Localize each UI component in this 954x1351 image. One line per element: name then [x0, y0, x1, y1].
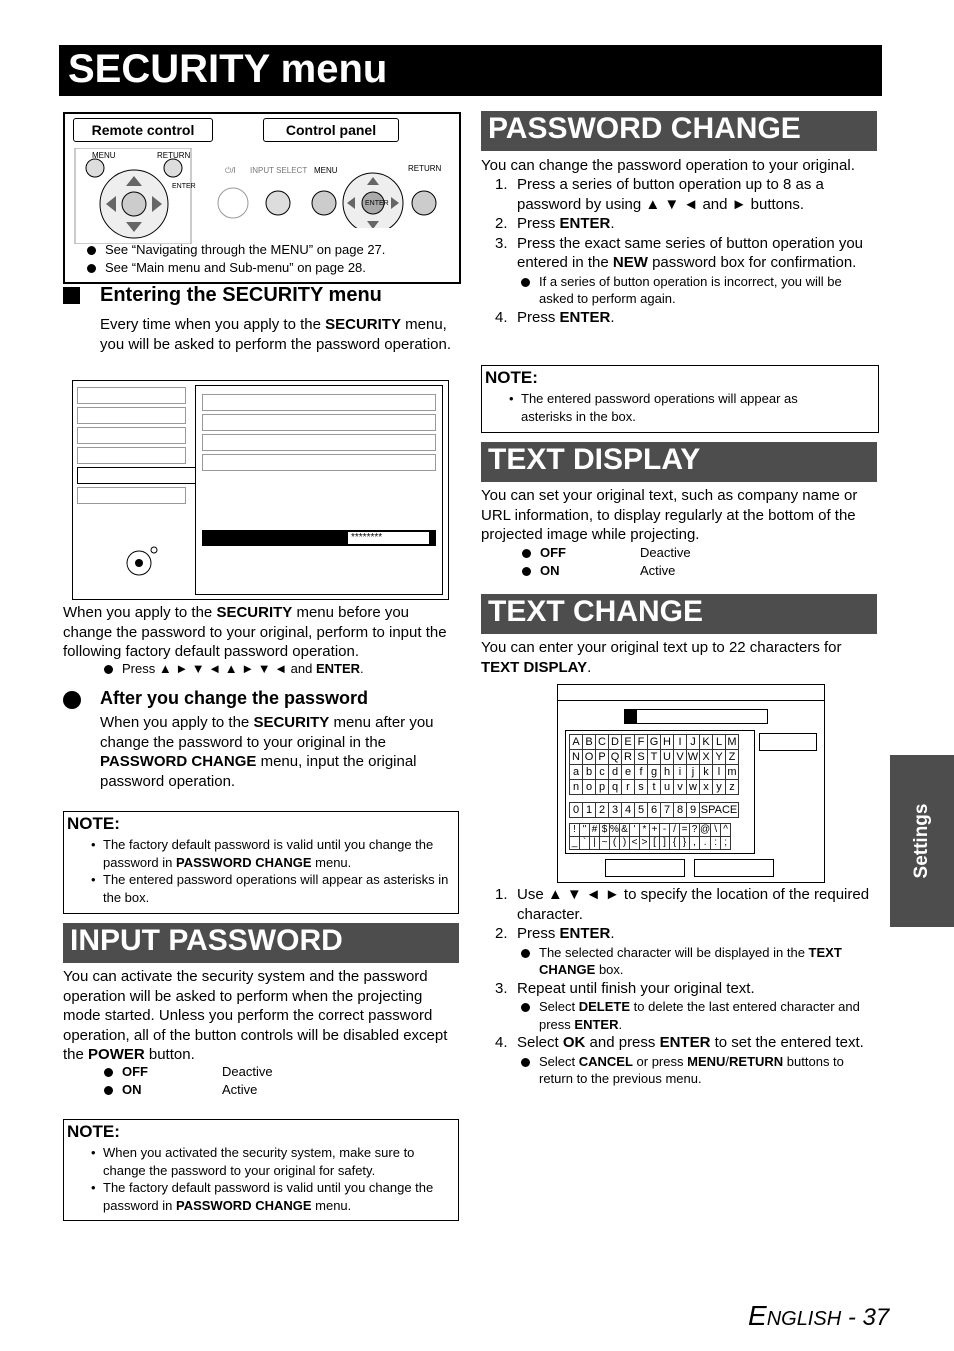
note-3-title: NOTE: — [485, 368, 538, 387]
note-1-title: NOTE: — [67, 814, 120, 833]
letter-cell[interactable]: y — [713, 780, 726, 795]
factory-default-paragraph — [63, 603, 457, 662]
password-change-header — [481, 111, 877, 151]
password-change-intro: You can change the password operation to your original. — [481, 157, 855, 174]
letter-cell[interactable]: q — [609, 780, 622, 795]
factory-p-b: SECURITY — [216, 604, 293, 621]
digit-cell[interactable]: 5 — [635, 803, 648, 818]
osd-menu-item-position — [77, 407, 186, 424]
letter-cell[interactable]: c — [596, 765, 609, 780]
symbol-cell[interactable]: @ — [700, 824, 711, 835]
letter-cell[interactable]: M — [727, 736, 737, 748]
remote-return-text: RETURN — [157, 151, 191, 160]
tc-s4-e: to set the entered text. — [710, 1034, 864, 1051]
tc-s4b-g: buttons to return to the previous menu. — [539, 1053, 844, 1086]
letter-cell[interactable]: x — [700, 780, 713, 795]
osd-cancel-button[interactable] — [694, 859, 774, 877]
osd-row-2 — [202, 414, 436, 431]
press-b: ENTER — [315, 661, 361, 676]
pc-s3-a: Press the exact same series of button operation you entered in the — [517, 234, 864, 271]
td-on-label: ON — [540, 562, 560, 578]
tc-step-1: 1. Use ▲ ▼ ◄ ► to specify the location of the required character. — [495, 886, 870, 923]
panel-enter-text: ENTER — [365, 200, 389, 207]
letter-cell[interactable]: Q — [609, 750, 622, 765]
letter-cell[interactable]: X — [700, 750, 713, 765]
letter-cell[interactable]: n — [570, 780, 583, 795]
after-p-d: PASSWORD CHANGE — [100, 753, 257, 770]
entering-heading: Entering the SECURITY menu — [100, 284, 382, 306]
page-title: SECURITY menu — [68, 47, 388, 91]
td-on-value: Active — [640, 562, 676, 578]
digit-row — [570, 803, 739, 818]
symbol-cell[interactable]: : — [711, 837, 721, 850]
note1-item1-a: The factory default password is valid until you change the password in — [103, 837, 434, 870]
text-change-osd — [557, 684, 825, 883]
remote-dpad-icon — [73, 148, 193, 244]
letter-cell[interactable]: z — [726, 780, 739, 795]
tc-s4b-c: or press — [632, 1053, 688, 1069]
letter-cell[interactable]: T — [648, 750, 661, 765]
tc-step-4: 4. Select OK and press ENTER to set the entered text. Select CANCEL or press MENU/RETURN buttons to return to the previous menu. — [481, 1033, 881, 1088]
symbol-cell[interactable]: ( — [610, 837, 620, 850]
tc-step-3-text: Repeat until finish your original text. — [517, 979, 755, 997]
press-c: . — [360, 661, 364, 676]
panel-menu-text: MENU — [314, 166, 338, 175]
remote-label: Remote control — [73, 118, 213, 142]
tc-step-2: 2. Press ENTER. The selected character will be displayed in the TEXT CHANGE box. — [481, 924, 881, 979]
symbol-cell[interactable]: , — [690, 837, 700, 850]
remote-enter-text: ENTER — [172, 183, 196, 190]
pc-s4-a: Press — [517, 308, 560, 326]
letter-grid[interactable] — [569, 734, 739, 795]
symbol-cell[interactable]: ~ — [600, 837, 610, 850]
text-change-heading: TEXT CHANGE — [488, 595, 704, 628]
password-change-heading: PASSWORD CHANGE — [488, 112, 801, 145]
pc-step-4: 4. Press ENTER. — [495, 308, 615, 326]
text-display-paragraph: You can set your original text, such as company name or URL information, to display regularly at the bottom of the projected image while projecting. — [481, 487, 858, 543]
symbol-cell[interactable]: & — [621, 824, 628, 835]
text-cursor — [625, 710, 637, 723]
pc-step-1: 1. Press a series of button operation up to 8 as a password by using ▲ ▼ ◄ and ► buttons. — [495, 176, 824, 213]
symbol-cell[interactable]: ` — [580, 837, 590, 850]
letter-cell[interactable]: v — [674, 780, 687, 795]
osd-menu-item-network — [77, 487, 186, 504]
after-p-e: menu, input the original password operation. — [100, 753, 417, 790]
pc-step-3-bullet: If a series of button operation is incorrect, you will be asked to perform again. — [517, 273, 877, 308]
tc-step-1-text: Use ▲ ▼ ◄ ► to specify the location of the required character. — [517, 886, 870, 923]
letter-cell[interactable]: J — [687, 735, 700, 750]
tc-s4b-d: MENU — [687, 1053, 726, 1069]
ip-off-label: OFF — [122, 1064, 148, 1079]
tc-s4b-a: Select — [539, 1053, 579, 1069]
letter-cell[interactable]: t — [648, 780, 661, 795]
symbol-cell[interactable]: * — [640, 824, 650, 837]
letter-cell[interactable]: a — [570, 765, 583, 780]
footer-page-number: - 37 — [841, 1304, 890, 1331]
remote-menu-text: MENU — [92, 151, 116, 160]
symbol-cell[interactable]: ] — [660, 837, 670, 850]
panel-illustration — [205, 148, 445, 228]
symbol-cell[interactable]: $ — [600, 824, 610, 837]
osd-row-4 — [202, 454, 436, 471]
letter-row — [570, 780, 739, 795]
letter-cell[interactable]: W — [687, 751, 699, 763]
letter-cell[interactable]: A — [570, 735, 583, 750]
letter-cell[interactable]: D — [609, 735, 622, 750]
panel-return-text: RETURN — [408, 164, 442, 173]
tc-s2-c: . — [610, 925, 615, 942]
tc-p-a: You can enter your original text up to 22 characters for — [481, 639, 842, 656]
tc-s3b-e: . — [618, 1016, 623, 1032]
note2-item2-b: PASSWORD CHANGE — [175, 1197, 312, 1213]
note-3-items — [507, 390, 837, 425]
input-password-paragraph — [63, 967, 459, 1065]
symbol-cell[interactable]: " — [580, 824, 590, 837]
square-marker-icon — [63, 287, 80, 304]
pc-step-2: 2. Press ENTER. — [495, 215, 615, 232]
after-p-c: menu after you change the password to your original in the — [100, 714, 434, 751]
entering-p1-c: menu, you will be asked to perform the password operation. — [100, 316, 452, 353]
factory-p-c: menu before you change the password to your original, perform to input the following factory default password operation. — [63, 604, 447, 660]
letter-cell[interactable]: f — [635, 765, 648, 780]
letter-cell[interactable]: R — [622, 750, 635, 765]
tc-s4-b: OK — [562, 1034, 586, 1051]
text-display-heading: TEXT DISPLAY — [488, 443, 701, 476]
letter-cell[interactable]: k — [700, 765, 713, 780]
symbol-cell[interactable]: ) — [620, 837, 630, 850]
letter-cell[interactable]: K — [700, 735, 713, 750]
letter-cell[interactable]: C — [596, 735, 609, 750]
digit-cell[interactable]: 2 — [596, 803, 609, 818]
symbol-cell[interactable]: # — [590, 824, 600, 837]
tc-p-b: TEXT DISPLAY — [481, 658, 588, 676]
symbol-cell[interactable]: = — [680, 824, 690, 837]
tc-step-3-bullet — [517, 998, 881, 1033]
tc-s4b-f: RETURN — [729, 1053, 784, 1069]
note-box-1 — [63, 811, 459, 914]
osd-menu-item-option — [77, 447, 186, 464]
symbol-cell[interactable]: ; — [721, 837, 731, 850]
tc-step-4-bullet — [517, 1053, 881, 1088]
footer-lang-rest: NGLISH — [766, 1308, 842, 1330]
tc-s4b-b: CANCEL — [578, 1053, 633, 1069]
ip-on-value: Active — [222, 1081, 258, 1097]
letter-cell[interactable]: E — [622, 735, 635, 750]
symbol-cell[interactable]: - — [660, 824, 670, 837]
symbol-cell[interactable]: ! — [570, 824, 580, 837]
letter-cell[interactable]: F — [635, 735, 648, 750]
letter-row — [570, 735, 739, 750]
note-2-item-1: • When you activated the security system, make sure to change the password to your original for safety. — [89, 1144, 451, 1179]
osd-left-menu — [77, 385, 190, 593]
letter-cell[interactable]: m — [727, 766, 737, 778]
entering-p1-a: Every time when you apply to the — [100, 316, 326, 333]
letter-cell[interactable]: u — [661, 780, 674, 795]
digit-cell[interactable]: 3 — [609, 803, 622, 818]
letter-cell[interactable]: b — [583, 765, 596, 780]
tc-step-3: 3. Repeat until finish your original text. Select DELETE to delete the last entered character and press ENTER. — [481, 979, 881, 1034]
tc-s2-a: Press — [517, 925, 560, 942]
remote-bullets — [83, 241, 453, 276]
note-box-3 — [481, 365, 879, 433]
tc-s4-d: ENTER — [659, 1034, 711, 1051]
letter-cell[interactable]: j — [687, 765, 700, 780]
note-3-item-1: • The entered password operations will appear as asterisks in the box. — [507, 390, 837, 425]
text-change-header — [481, 594, 877, 634]
letter-cell[interactable]: r — [622, 780, 635, 795]
after-change-paragraph — [100, 713, 460, 791]
ip-p-c: button. — [144, 1046, 195, 1063]
note2-item2-c: menu. — [311, 1197, 352, 1213]
symbol-cell[interactable]: | — [590, 837, 600, 850]
digit-cell[interactable]: 0 — [570, 803, 583, 818]
letter-cell[interactable]: l — [713, 765, 726, 780]
tc-step-2-bullet — [517, 944, 881, 979]
pc-step-3: 3. Press the exact same series of button operation you entered in the NEW password box for confirmation. If a series of button operation is incorrect, you will be asked to perform again. — [481, 234, 877, 308]
circle-marker-icon — [63, 691, 81, 709]
ip-p-b: POWER — [88, 1046, 145, 1063]
letter-cell[interactable]: Y — [713, 750, 726, 765]
digit-cell[interactable]: 7 — [661, 803, 674, 818]
letter-cell[interactable]: h — [661, 765, 674, 780]
ip-option-on — [100, 1081, 400, 1099]
tc-s4-c: and press — [585, 1034, 660, 1051]
digit-grid[interactable] — [569, 802, 739, 818]
pc-s2-b: ENTER — [559, 215, 611, 232]
remote-control-box — [63, 112, 461, 284]
td-off-value: Deactive — [640, 545, 691, 560]
osd-password-field: ******** — [348, 532, 429, 544]
ip-off-value: Deactive — [222, 1064, 273, 1079]
symbol-grid[interactable] — [569, 823, 731, 850]
letter-cell[interactable]: L — [713, 735, 726, 750]
note-2-item-2 — [89, 1179, 451, 1214]
digit-cell[interactable]: 9 — [687, 803, 700, 818]
tc-s2b-c: box. — [595, 962, 624, 977]
symbol-cell[interactable]: ? — [690, 824, 700, 837]
remote-bullet-1: See “Navigating through the MENU” on page 27. — [83, 241, 453, 259]
symbol-cell[interactable]: [ — [650, 837, 660, 850]
symbol-cell[interactable]: + — [650, 824, 660, 837]
symbol-cell[interactable]: % — [610, 824, 619, 835]
digit-cell[interactable]: 6 — [648, 803, 661, 818]
digit-cell[interactable]: 1 — [583, 803, 596, 818]
td-option-off — [518, 544, 818, 562]
letter-cell[interactable]: S — [635, 750, 648, 765]
tc-s4b-e: / — [725, 1053, 730, 1069]
note1-item1-c: menu. — [311, 854, 352, 870]
ip-p-a: You can activate the security system and the password operation will be asked to perform when the projecting mode started. Unless you perform the correct password operation, all of the button controls will be disabled except the — [63, 968, 448, 1063]
panel-buttons-icon — [205, 148, 445, 228]
press-sequence-bullet — [100, 660, 478, 678]
note1-item1-b: PASSWORD CHANGE — [175, 854, 312, 870]
settings-tab-label: Settings — [911, 803, 932, 879]
tc-s4-a: Select — [517, 1034, 563, 1051]
symbol-cell[interactable]: _ — [570, 837, 580, 850]
letter-cell[interactable]: B — [583, 735, 596, 750]
td-option-on — [518, 562, 818, 580]
pc-s3-b: NEW — [612, 254, 648, 271]
input-password-header — [63, 923, 459, 963]
security-osd-screenshot — [72, 380, 449, 600]
pc-s3-c: password box for confirmation. — [647, 254, 857, 271]
entering-paragraph — [100, 315, 456, 354]
note-box-2 — [63, 1119, 459, 1221]
page-title-bar — [59, 45, 882, 96]
character-grid-panel — [565, 730, 755, 854]
letter-cell[interactable]: o — [583, 780, 596, 795]
symbol-cell[interactable]: { — [670, 837, 680, 850]
panel-input-select-text: INPUT SELECT — [250, 166, 308, 175]
symbol-cell[interactable]: / — [670, 824, 680, 837]
letter-row — [570, 765, 739, 780]
digit-cell[interactable]: 4 — [622, 803, 635, 818]
panel-power-text: ⏻/I — [225, 166, 236, 175]
osd-ok-button[interactable] — [605, 859, 685, 877]
osd-side-box — [759, 733, 817, 751]
letter-cell[interactable]: N — [570, 750, 583, 765]
tc-s2b-b: TEXT CHANGE — [539, 944, 842, 977]
remote-illustration — [73, 148, 193, 244]
note-2-title: NOTE: — [67, 1122, 120, 1141]
symbol-cell[interactable]: < — [630, 837, 640, 850]
tc-p-c: . — [587, 658, 592, 676]
after-p-a: When you apply to the — [100, 714, 254, 731]
note-1-items — [89, 836, 451, 906]
osd-top-rule — [558, 700, 824, 701]
symbol-cell[interactable]: ^ — [721, 824, 731, 837]
letter-cell[interactable]: G — [648, 735, 661, 750]
pc-step-1-text: Press a series of button operation up to 8 as a password by using ▲ ▼ ◄ and ► buttons. — [517, 176, 824, 213]
tc-s3b-c: to delete the last entered character and press — [539, 999, 860, 1032]
osd-row-1 — [202, 394, 436, 411]
password-change-steps — [481, 175, 877, 327]
tc-s2b-a: The selected character will be displayed in the — [539, 944, 809, 960]
letter-cell[interactable]: O — [583, 750, 596, 765]
footer-lang-initial: E — [748, 1300, 767, 1331]
letter-cell[interactable]: I — [674, 735, 687, 750]
osd-menu-item-language — [77, 427, 186, 444]
text-display-options — [518, 544, 818, 579]
osd-row-3 — [202, 434, 436, 451]
osd-password-bar — [202, 530, 436, 546]
settings-side-tab — [890, 755, 954, 927]
letter-cell[interactable]: d — [609, 765, 622, 780]
panel-label: Control panel — [263, 118, 399, 142]
tc-s3b-a: Select — [539, 999, 579, 1014]
symbol-cell[interactable]: ' — [630, 824, 640, 837]
input-password-heading: INPUT PASSWORD — [70, 924, 343, 957]
note-1-item-2: • The entered password operations will appear as asterisks in the box. — [89, 871, 451, 906]
text-change-steps — [481, 885, 881, 1088]
pc-s2-c: . — [610, 215, 615, 232]
remote-bullet-2: See “Main menu and Sub-menu” on page 28. — [83, 259, 453, 277]
after-p-b: SECURITY — [253, 714, 330, 731]
digit-cell[interactable]: 8 — [674, 803, 687, 818]
press-a: Press ▲ ► ▼ ◄ ▲ ► ▼ ◄ and — [122, 661, 316, 676]
symbol-cell[interactable]: . — [700, 837, 711, 850]
letter-cell[interactable]: e — [622, 765, 635, 780]
digit-cell[interactable]: SPACE — [700, 804, 738, 816]
text-display-header — [481, 442, 877, 482]
letter-cell[interactable]: Z — [726, 750, 739, 765]
letter-cell[interactable]: H — [661, 735, 674, 750]
letter-cell[interactable]: s — [635, 780, 648, 795]
osd-menu-item-picture — [77, 387, 186, 404]
letter-cell[interactable]: i — [674, 765, 687, 780]
letter-cell[interactable]: w — [687, 780, 700, 795]
osd-right-panel — [195, 385, 443, 595]
page-footer — [748, 1300, 889, 1332]
pc-s2-a: Press — [517, 215, 560, 232]
ip-option-off — [100, 1063, 400, 1081]
symbol-cell[interactable]: > — [640, 837, 650, 850]
tc-s2-b: ENTER — [559, 925, 611, 942]
pc-s4-c: . — [610, 308, 615, 326]
symbol-cell[interactable]: } — [680, 837, 690, 850]
factory-p-a: When you apply to the — [63, 604, 217, 621]
tc-s3b-b: DELETE — [578, 999, 631, 1014]
pc-s4-b: ENTER — [559, 308, 611, 326]
osd-navigation-icon — [125, 545, 159, 584]
symbol-cell[interactable]: \ — [711, 824, 721, 837]
note2-item2-a: The factory default password is valid until you change the password in — [103, 1180, 434, 1213]
letter-cell[interactable]: P — [596, 750, 609, 765]
ip-on-label: ON — [122, 1081, 142, 1097]
after-change-heading: After you change the password — [100, 688, 369, 708]
symbol-row — [570, 837, 731, 850]
symbol-row — [570, 824, 731, 837]
letter-cell[interactable]: V — [674, 750, 687, 765]
note-2-items — [89, 1144, 451, 1214]
osd-menu-item-security — [77, 467, 196, 484]
tc-s3b-d: ENTER — [574, 1016, 619, 1032]
note-1-item-1 — [89, 836, 451, 871]
letter-cell[interactable]: g — [648, 765, 661, 780]
text-change-input-box — [624, 709, 768, 724]
letter-row — [570, 750, 739, 765]
entering-p1-b: SECURITY — [325, 316, 401, 333]
text-change-paragraph — [481, 638, 881, 677]
letter-cell[interactable]: U — [661, 750, 674, 765]
letter-cell[interactable]: p — [596, 780, 609, 795]
td-off-label: OFF — [540, 545, 566, 560]
input-password-options — [100, 1063, 400, 1098]
